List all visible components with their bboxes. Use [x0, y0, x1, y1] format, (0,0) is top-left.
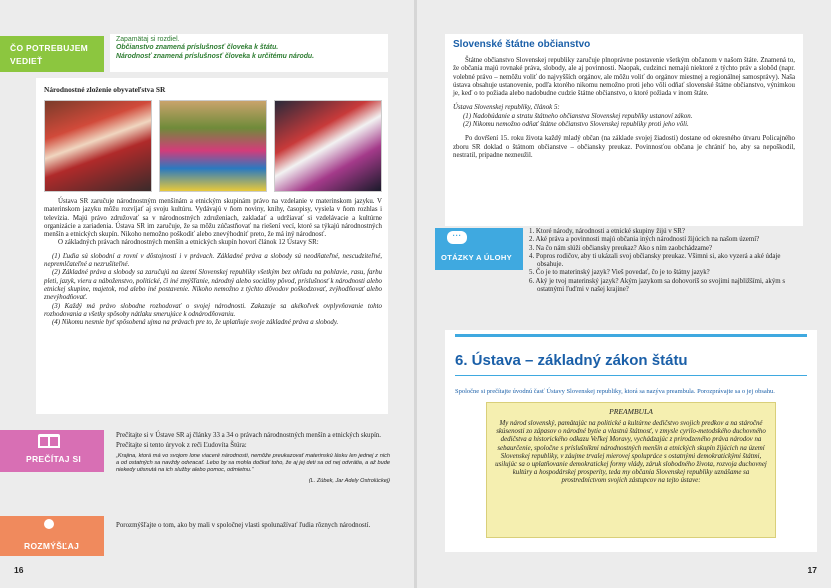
photo-folk-dancers-3: [274, 100, 382, 192]
body-paragraph-1: Ústava SR zaručuje národnostným menšinám a etnickým skupinám právo na vzdelanie v materinskom jazyku. V materinskom jazyku môžu rozvíjať aj svoju kultúru. Vydávajú v ňom noviny, knihy, časopisy, vysiela v ňom rozhlas i televízia. Majú právo združovať sa v národnostných združeniach, zakladať a udržiavať si vzdelávacie a kultúrne organizácie a zariadenia. Ústava SR im zaručuje, že sa môžu zúčastňovať na riešení vecí, ktoré sa týkajú národnostných menšín a etnických skupín. Nikoho nemožno poškodiť alebo znevýhodniť preto, že má iný národnosť.: [44, 198, 382, 239]
question-item: 5. Čo je to materinský jazyk? Vieš povedať, čo je to štátny jazyk?: [529, 269, 710, 277]
photo-folk-dancers-2: [159, 100, 267, 192]
preamble-box: [486, 402, 776, 538]
article-title: Ústava Slovenskej republiky, článok 5:: [453, 104, 560, 112]
article-point-1: (1) Nadobúdanie a stratu štátneho občianstva Slovenskej republiky ustanoví zákon.: [463, 112, 693, 120]
question-item: 2. Aké práva a povinnosti majú občania iných národností žijúcich na našom území?: [529, 236, 760, 244]
right-page: [417, 0, 831, 588]
tag-line-2: VEDIEŤ: [10, 56, 43, 66]
tag-rozmyslaj: [0, 516, 104, 556]
tag-precitaj-si: [0, 430, 104, 472]
tag-otazky-a-ulohy: [435, 228, 523, 270]
article-point-2: (2) Nikomu nemožno odňať štátne občianstvo Slovenskej republiky proti jeho vôli.: [463, 121, 689, 129]
quote-3: (3) Každý má právo slobodne rozhodovať o svojej národnosti. Zakazuje sa akékoľvek ovplyvňovanie tohto rozhodovania a všetky spôsoby nátlaku smerujúce k odnárodňovaniu.: [44, 302, 382, 318]
body-paragraph-2: O základných právach národnostných menšín a etnických skupín hovorí článok 12 Ústavy SR:: [58, 239, 319, 247]
citizenship-title: Slovenské štátne občianstvo: [453, 39, 591, 50]
left-page: [0, 0, 414, 588]
questions-list: [529, 228, 803, 294]
page-number-left: 16: [14, 565, 24, 575]
read-paragraph-1: Prečítajte si v Ústave SR aj články 33 a 34 o právach národnostných menšín a etnických skupín.: [116, 432, 382, 439]
tag-co-potrebujem-vediet: [0, 36, 104, 72]
remember-box: [110, 34, 388, 72]
chapter-title-underline: [455, 375, 807, 376]
stur-quote: „Krajina, ktorá má vo svojom lone viaceré národnosti, nemôže preukazovať materinskú lásku len jednej z nich a od ostatných sa navždy odvracať. Lebo by sa mohla dočkať toho, že aj jej deti sa od nej odvrátia, a až bude niekedy utisnutá na ich služby alebo pomoc, odmietnu.“: [116, 452, 390, 473]
quote-4: (4) Nikomu nesmie byť spôsobená ujma na právach pre to, že uplatňuje svoje základné práva a slobody.: [52, 319, 339, 327]
remember-line-1: Občianstvo znamená príslušnosť človeka k štátu.: [116, 44, 279, 52]
question-item: 3. Na čo nám slúži občiansky preukaz? Ako s ním zaobchádzame?: [529, 244, 713, 252]
citizenship-paragraph-1: Štátne občianstvo Slovenskej republiky zaručuje plnoprávne postavenie všetkým občanom v našom štáte. Znamená to, že občania majú rovnaké práva, slobody, ale aj povinnosti. Naopak, cudzinci nemajú niektoré z týchto práv a slobôd (napr. volebné právo – nemôžu voliť do najvyšších orgánov, ale môžu voliť do orgánov miestnej a regionálnej samosprávy). Naša ústava obsahuje ustanovenie, podľa ktorého nikomu nemožno proti jeho vôli odňať slovenské štátne občianstvo, výnimkou je, keď o to požiada alebo nadobudne cudzie štátne občianstvo, o ktoré požiada v inom štáte.: [453, 57, 795, 98]
preamble-title: PREAMBULA: [609, 407, 653, 416]
read-section: [116, 432, 390, 485]
book-icon: [38, 434, 60, 448]
chapter-title: 6. Ústava – základný zákon štátu: [455, 352, 688, 369]
tag-precitaj-label: PREČÍTAJ SI: [26, 454, 82, 464]
tag-line-1: ČO POTREBUJEM: [10, 43, 89, 53]
think-text: Porozmýšľajte o tom, ako by mali v spoločnej vlasti spolunažívať ľudia rôznych národností.: [116, 522, 371, 529]
read-paragraph-2: Prečítajte si tento úryvok z reči Ľudovíta Štúra:: [116, 442, 247, 450]
remember-intro: Zapamätaj si rozdiel.: [116, 36, 180, 43]
page-number-right: 17: [807, 565, 817, 575]
chapter-card: [445, 330, 817, 552]
thinking-person-icon: [44, 519, 54, 529]
question-item: 4. Popros rodičov, aby ti ukázali svoj občiansky preukaz. Všimni si, ako vyzerá a aké údaje obsahuje.: [529, 252, 781, 269]
stur-quote-source: (L. Zúbek, Jar Adely Ostrolúckej): [308, 477, 390, 484]
section-title: Národnostné zloženie obyvateľstva SR: [44, 85, 166, 94]
quote-1: (1) Ľudia sú slobodní a rovní v dôstojnosti i v právach. Základné práva a slobody sú neodňateľné, nescudziteľné, nepremlčateľné a nezrušiteľné.: [44, 252, 382, 269]
chapter-title-rule: [455, 334, 807, 337]
quote-2: (2) Základné práva a slobody sa zaručujú na území Slovenskej republiky všetkým bez ohľadu na pohlavie, rasu, farbu pleti, jazyk, vieru a náboženstvo, politické, či iné zmýšľanie, národný alebo sociálny pôvod, príslušnosť k národnosti alebo etnickej skupine, majetok, rod alebo iné postavenie. Nikoho nemožno z týchto dôvodov poškodzovať, zvýhodňovať alebo znevýhodňovať.: [44, 269, 382, 302]
chapter-intro: Spoločne si prečítajte úvodnú časť Ústavy Slovenskej republiky, ktorá sa nazýva preambula. Porozprávajte sa o jej obsahu.: [455, 388, 775, 395]
tag-questions-label: OTÁZKY A ÚLOHY: [441, 253, 512, 262]
question-item: 6. Aký je tvoj materinský jazyk? Akým jazykom sa dohovoríš so svojimi najbližšími, akým s ostatnými ľuďmi v našej krajine?: [529, 277, 786, 294]
citizenship-paragraph-2: Po dovŕšení 15. roku života každý mladý občan (na základe svojej žiadosti) dostane od okresného útvaru Policajného zboru SR doklad o štátnom občianstve – občiansky preukaz. Povinnosťou občana je chrániť ho, aby sa nepoškodil, nestratil, pripadne nezneužil.: [453, 135, 795, 159]
preamble-text: My národ slovenský, pamätajúc na politické a kultúrne dedičstvo svojich predkov a na stáročné skúsenosti zo zápasov o národné bytie a vlastnú štátnosť, v zmysle cyrilo-metodského duchovného dedičstva a historického odkazu Veľkej Moravy, vychádzajúc z prirodzeného práva národov na sebaurčenie, spoločne s príslušníkmi národnostných menšín a etnických skupín žijúcich na území Slovenskej republiky, v záujme trvalej mierovej spolupráce s ostatnými demokratickými štátmi, usilujúc sa o uplatňovanie demokratickej formy vlády, záruk slobodného života, rozvoja duchovnej kultúry a hospodárskej prosperity, teda my občania Slovenskej republiky uznášame sa prostredníctvom svojich zástupcov na tejto ústave:: [495, 420, 767, 485]
left-body-text: [44, 198, 382, 327]
question-item: 1. Ktoré národy, národnosti a etnické skupiny žijú v SR?: [529, 228, 685, 235]
photo-folk-dancers-1: [44, 100, 152, 192]
citizenship-card: [445, 34, 803, 226]
tag-rozmyslaj-label: ROZMÝŠĽAJ: [24, 541, 80, 551]
speech-bubble-icon: ···: [447, 231, 467, 244]
remember-line-2: Národnosť znamená príslušnosť človeka k určitému národu.: [116, 52, 315, 60]
